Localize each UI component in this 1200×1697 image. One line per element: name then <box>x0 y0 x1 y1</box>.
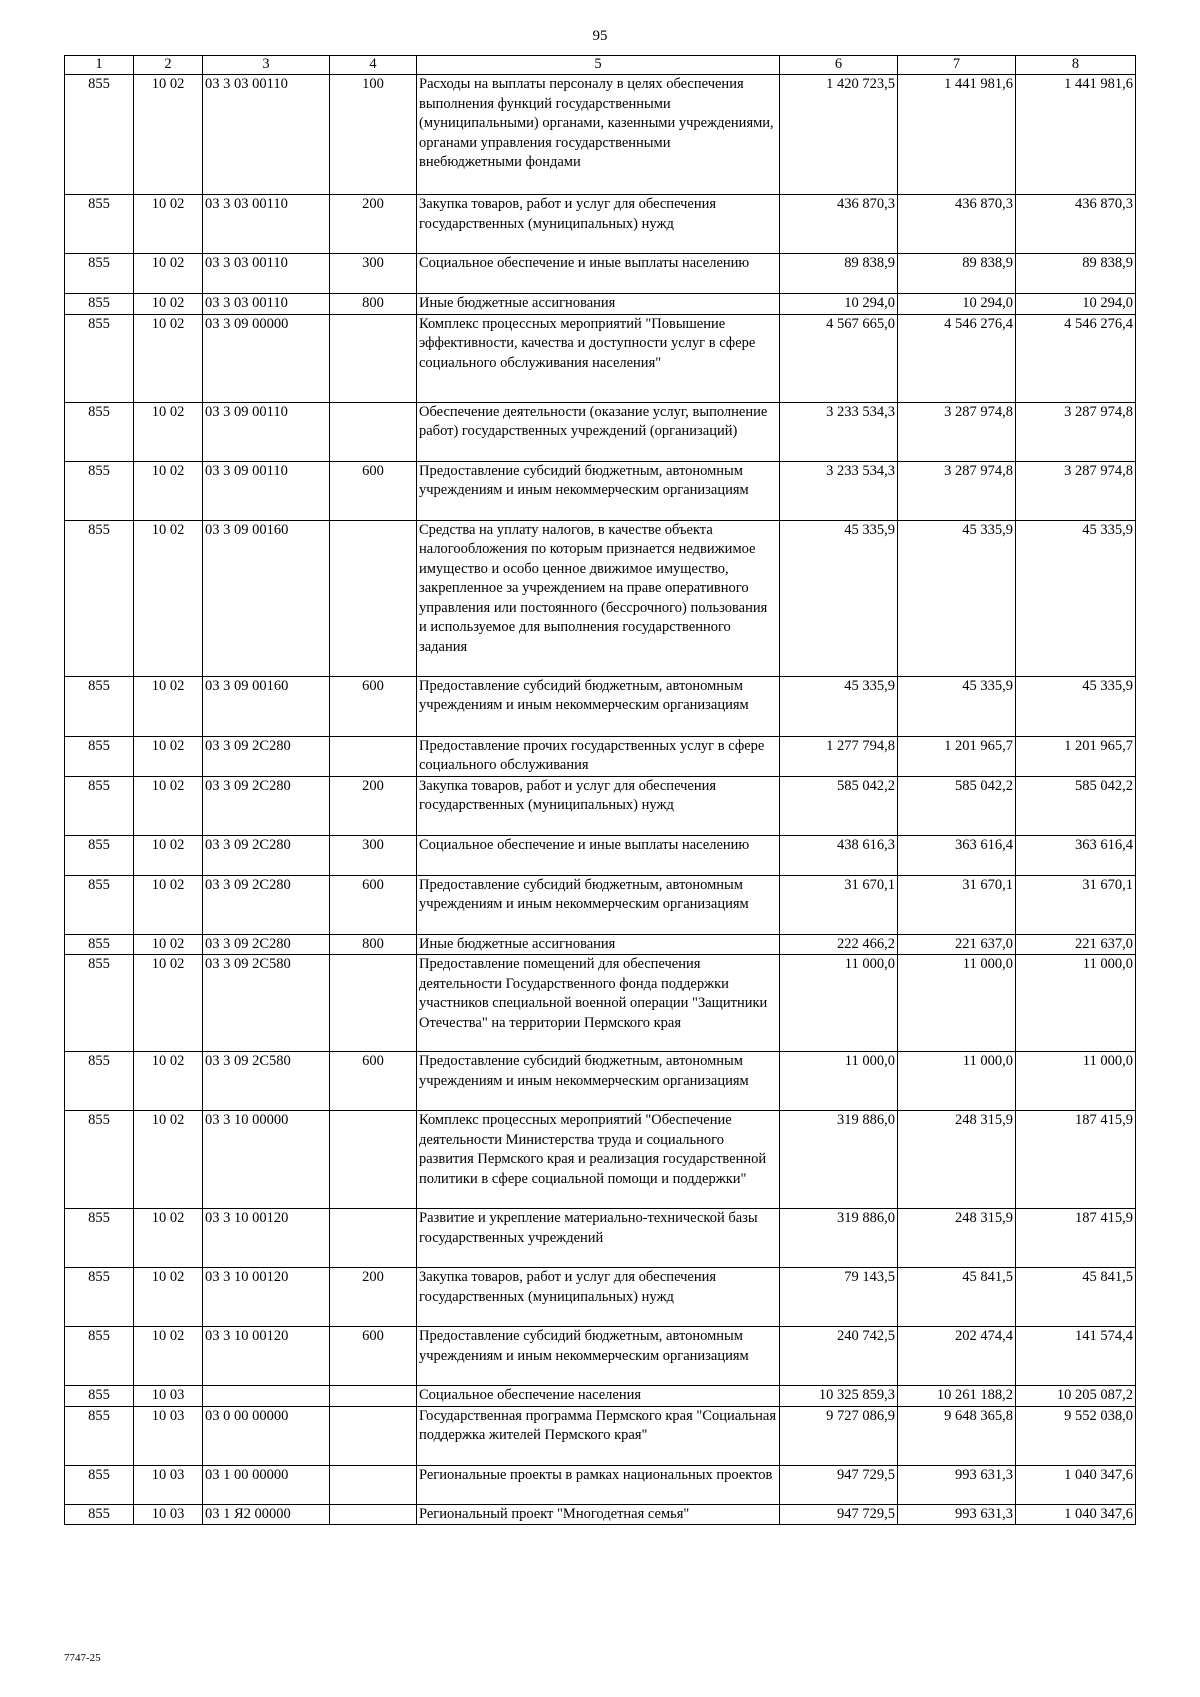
section-code-cell: 10 02 <box>134 461 203 520</box>
amount-2026-cell: 3 287 974,8 <box>898 402 1016 461</box>
section-code-cell: 10 02 <box>134 195 203 254</box>
description-cell: Социальное обеспечение населения <box>417 1386 780 1407</box>
section-code-cell: 10 02 <box>134 934 203 955</box>
amount-2025-cell: 3 233 534,3 <box>780 402 898 461</box>
amount-2025-cell: 436 870,3 <box>780 195 898 254</box>
description-cell: Комплекс процессных мероприятий "Обеспечение деятельности Министерства труда и социального развития Пермского края и реализация государственной политики в сфере социальной помощи и поддержки" <box>417 1111 780 1209</box>
admin-code-cell: 855 <box>65 1386 134 1407</box>
description-cell: Развитие и укрепление материально-технической базы государственных учреждений <box>417 1209 780 1268</box>
column-header-4: 4 <box>330 56 417 75</box>
target-article-cell: 03 1 Я2 00000 <box>203 1504 330 1525</box>
column-header-7: 7 <box>898 56 1016 75</box>
section-code-cell: 10 03 <box>134 1406 203 1465</box>
description-cell: Обеспечение деятельности (оказание услуг, выполнение работ) государственных учреждений (организаций) <box>417 402 780 461</box>
admin-code-cell: 855 <box>65 75 134 195</box>
amount-2025-cell: 1 277 794,8 <box>780 736 898 776</box>
amount-2026-cell: 363 616,4 <box>898 835 1016 875</box>
description-cell: Иные бюджетные ассигнования <box>417 294 780 315</box>
amount-2025-cell: 89 838,9 <box>780 254 898 294</box>
table-body <box>65 75 1136 1525</box>
amount-2026-cell: 10 294,0 <box>898 294 1016 315</box>
target-article-cell: 03 1 00 00000 <box>203 1465 330 1504</box>
amount-2026-cell: 3 287 974,8 <box>898 461 1016 520</box>
expense-type-cell: 600 <box>330 676 417 736</box>
amount-2025-cell: 319 886,0 <box>780 1111 898 1209</box>
section-code-cell: 10 02 <box>134 520 203 676</box>
amount-2027-cell: 1 040 347,6 <box>1016 1504 1136 1525</box>
budget-table <box>64 55 1136 1525</box>
table-row <box>65 676 1136 736</box>
section-code-cell: 10 02 <box>134 1111 203 1209</box>
amount-2026-cell: 45 841,5 <box>898 1268 1016 1327</box>
target-article-cell: 03 3 10 00120 <box>203 1268 330 1327</box>
description-cell: Закупка товаров, работ и услуг для обеспечения государственных (муниципальных) нужд <box>417 776 780 835</box>
amount-2026-cell: 221 637,0 <box>898 934 1016 955</box>
target-article-cell: 03 3 09 00110 <box>203 461 330 520</box>
admin-code-cell: 855 <box>65 1052 134 1111</box>
target-article-cell: 03 3 09 2С580 <box>203 1052 330 1111</box>
admin-code-cell: 855 <box>65 676 134 736</box>
table-row <box>65 776 1136 835</box>
admin-code-cell: 855 <box>65 254 134 294</box>
section-code-cell: 10 02 <box>134 1327 203 1386</box>
table-row <box>65 314 1136 402</box>
amount-2025-cell: 947 729,5 <box>780 1465 898 1504</box>
column-header-2: 2 <box>134 56 203 75</box>
description-cell: Предоставление субсидий бюджетным, автономным учреждениям и иным некоммерческим организациям <box>417 875 780 934</box>
section-code-cell: 10 02 <box>134 1052 203 1111</box>
table-row <box>65 835 1136 875</box>
table-row <box>65 520 1136 676</box>
target-article-cell: 03 3 09 00000 <box>203 314 330 402</box>
description-cell: Иные бюджетные ассигнования <box>417 934 780 955</box>
admin-code-cell: 855 <box>65 195 134 254</box>
amount-2025-cell: 319 886,0 <box>780 1209 898 1268</box>
table-row <box>65 195 1136 254</box>
table-row <box>65 75 1136 195</box>
amount-2027-cell: 45 335,9 <box>1016 676 1136 736</box>
section-code-cell: 10 02 <box>134 402 203 461</box>
amount-2025-cell: 10 325 859,3 <box>780 1386 898 1407</box>
target-article-cell: 03 3 09 00110 <box>203 402 330 461</box>
table-row <box>65 1052 1136 1111</box>
expense-type-cell <box>330 1386 417 1407</box>
description-cell: Предоставление субсидий бюджетным, автономным учреждениям и иным некоммерческим организациям <box>417 676 780 736</box>
amount-2026-cell: 993 631,3 <box>898 1465 1016 1504</box>
description-cell: Региональный проект "Многодетная семья" <box>417 1504 780 1525</box>
amount-2026-cell: 11 000,0 <box>898 955 1016 1052</box>
expense-type-cell <box>330 520 417 676</box>
amount-2027-cell: 31 670,1 <box>1016 875 1136 934</box>
description-cell: Социальное обеспечение и иные выплаты населению <box>417 254 780 294</box>
admin-code-cell: 855 <box>65 736 134 776</box>
target-article-cell: 03 0 00 00000 <box>203 1406 330 1465</box>
column-header-3: 3 <box>203 56 330 75</box>
admin-code-cell: 855 <box>65 934 134 955</box>
admin-code-cell: 855 <box>65 294 134 315</box>
description-cell: Предоставление прочих государственных услуг в сфере социального обслуживания <box>417 736 780 776</box>
expense-type-cell: 100 <box>330 75 417 195</box>
expense-type-cell <box>330 1406 417 1465</box>
amount-2027-cell: 4 546 276,4 <box>1016 314 1136 402</box>
admin-code-cell: 855 <box>65 776 134 835</box>
admin-code-cell: 855 <box>65 1465 134 1504</box>
amount-2025-cell: 11 000,0 <box>780 1052 898 1111</box>
admin-code-cell: 855 <box>65 1327 134 1386</box>
target-article-cell: 03 3 09 00160 <box>203 520 330 676</box>
amount-2027-cell: 221 637,0 <box>1016 934 1136 955</box>
admin-code-cell: 855 <box>65 520 134 676</box>
section-code-cell: 10 02 <box>134 736 203 776</box>
table-row <box>65 1268 1136 1327</box>
target-article-cell: 03 3 09 2С280 <box>203 835 330 875</box>
section-code-cell: 10 03 <box>134 1386 203 1407</box>
expense-type-cell: 200 <box>330 1268 417 1327</box>
amount-2027-cell: 363 616,4 <box>1016 835 1136 875</box>
target-article-cell: 03 3 09 00160 <box>203 676 330 736</box>
amount-2025-cell: 1 420 723,5 <box>780 75 898 195</box>
description-cell: Средства на уплату налогов, в качестве объекта налогообложения по которым признается недвижимое имущество и особо ценное движимое имущество, закрепленное за учреждением на праве оперативного управления или постоянного (бессрочного) пользования и используемое для выполнения государственного задания <box>417 520 780 676</box>
expense-type-cell: 600 <box>330 1327 417 1386</box>
description-cell: Региональные проекты в рамках национальных проектов <box>417 1465 780 1504</box>
amount-2025-cell: 438 616,3 <box>780 835 898 875</box>
description-cell: Предоставление субсидий бюджетным, автономным учреждениям и иным некоммерческим организациям <box>417 461 780 520</box>
amount-2026-cell: 1 201 965,7 <box>898 736 1016 776</box>
admin-code-cell: 855 <box>65 875 134 934</box>
amount-2027-cell: 141 574,4 <box>1016 1327 1136 1386</box>
target-article-cell <box>203 1386 330 1407</box>
admin-code-cell: 855 <box>65 314 134 402</box>
amount-2027-cell: 89 838,9 <box>1016 254 1136 294</box>
description-cell: Закупка товаров, работ и услуг для обеспечения государственных (муниципальных) нужд <box>417 1268 780 1327</box>
amount-2026-cell: 4 546 276,4 <box>898 314 1016 402</box>
amount-2026-cell: 248 315,9 <box>898 1111 1016 1209</box>
amount-2025-cell: 11 000,0 <box>780 955 898 1052</box>
amount-2025-cell: 45 335,9 <box>780 520 898 676</box>
amount-2026-cell: 202 474,4 <box>898 1327 1016 1386</box>
target-article-cell: 03 3 03 00110 <box>203 254 330 294</box>
admin-code-cell: 855 <box>65 461 134 520</box>
description-cell: Предоставление субсидий бюджетным, автономным учреждениям и иным некоммерческим организациям <box>417 1052 780 1111</box>
target-article-cell: 03 3 09 2С280 <box>203 776 330 835</box>
amount-2027-cell: 9 552 038,0 <box>1016 1406 1136 1465</box>
expense-type-cell: 800 <box>330 294 417 315</box>
description-cell: Комплекс процессных мероприятий "Повышение эффективности, качества и доступности услуг в сфере социального обслуживания населения" <box>417 314 780 402</box>
target-article-cell: 03 3 09 2С580 <box>203 955 330 1052</box>
amount-2026-cell: 585 042,2 <box>898 776 1016 835</box>
amount-2026-cell: 9 648 365,8 <box>898 1406 1016 1465</box>
amount-2025-cell: 4 567 665,0 <box>780 314 898 402</box>
admin-code-cell: 855 <box>65 402 134 461</box>
table-row <box>65 736 1136 776</box>
expense-type-cell <box>330 1504 417 1525</box>
section-code-cell: 10 02 <box>134 254 203 294</box>
target-article-cell: 03 3 03 00110 <box>203 294 330 315</box>
section-code-cell: 10 02 <box>134 955 203 1052</box>
target-article-cell: 03 3 10 00120 <box>203 1327 330 1386</box>
amount-2027-cell: 3 287 974,8 <box>1016 461 1136 520</box>
expense-type-cell <box>330 1111 417 1209</box>
target-article-cell: 03 3 10 00120 <box>203 1209 330 1268</box>
column-header-8: 8 <box>1016 56 1136 75</box>
expense-type-cell <box>330 1465 417 1504</box>
section-code-cell: 10 02 <box>134 835 203 875</box>
amount-2027-cell: 1 201 965,7 <box>1016 736 1136 776</box>
expense-type-cell: 600 <box>330 1052 417 1111</box>
amount-2025-cell: 240 742,5 <box>780 1327 898 1386</box>
section-code-cell: 10 02 <box>134 776 203 835</box>
table-row <box>65 1327 1136 1386</box>
target-article-cell: 03 3 10 00000 <box>203 1111 330 1209</box>
expense-type-cell <box>330 402 417 461</box>
description-cell: Предоставление субсидий бюджетным, автономным учреждениям и иным некоммерческим организациям <box>417 1327 780 1386</box>
amount-2027-cell: 436 870,3 <box>1016 195 1136 254</box>
section-code-cell: 10 02 <box>134 314 203 402</box>
table-row <box>65 1504 1136 1525</box>
amount-2025-cell: 45 335,9 <box>780 676 898 736</box>
table-row <box>65 875 1136 934</box>
amount-2027-cell: 10 205 087,2 <box>1016 1386 1136 1407</box>
section-code-cell: 10 03 <box>134 1465 203 1504</box>
description-cell: Социальное обеспечение и иные выплаты населению <box>417 835 780 875</box>
amount-2027-cell: 3 287 974,8 <box>1016 402 1136 461</box>
admin-code-cell: 855 <box>65 1111 134 1209</box>
admin-code-cell: 855 <box>65 1268 134 1327</box>
expense-type-cell: 600 <box>330 875 417 934</box>
footer-code: 7747-25 <box>64 1652 101 1664</box>
table-row <box>65 1209 1136 1268</box>
table-row <box>65 294 1136 315</box>
amount-2027-cell: 10 294,0 <box>1016 294 1136 315</box>
amount-2025-cell: 947 729,5 <box>780 1504 898 1525</box>
expense-type-cell: 300 <box>330 254 417 294</box>
table-row <box>65 1465 1136 1504</box>
column-header-1: 1 <box>65 56 134 75</box>
expense-type-cell: 600 <box>330 461 417 520</box>
section-code-cell: 10 02 <box>134 75 203 195</box>
target-article-cell: 03 3 03 00110 <box>203 195 330 254</box>
table-row <box>65 402 1136 461</box>
section-code-cell: 10 02 <box>134 1209 203 1268</box>
amount-2026-cell: 45 335,9 <box>898 520 1016 676</box>
expense-type-cell: 300 <box>330 835 417 875</box>
amount-2025-cell: 79 143,5 <box>780 1268 898 1327</box>
section-code-cell: 10 02 <box>134 294 203 315</box>
table-row <box>65 254 1136 294</box>
expense-type-cell <box>330 1209 417 1268</box>
amount-2027-cell: 585 042,2 <box>1016 776 1136 835</box>
amount-2026-cell: 436 870,3 <box>898 195 1016 254</box>
section-code-cell: 10 02 <box>134 676 203 736</box>
amount-2025-cell: 10 294,0 <box>780 294 898 315</box>
table-row <box>65 1111 1136 1209</box>
amount-2027-cell: 1 040 347,6 <box>1016 1465 1136 1504</box>
amount-2026-cell: 10 261 188,2 <box>898 1386 1016 1407</box>
admin-code-cell: 855 <box>65 1209 134 1268</box>
target-article-cell: 03 3 03 00110 <box>203 75 330 195</box>
amount-2025-cell: 222 466,2 <box>780 934 898 955</box>
column-header-6: 6 <box>780 56 898 75</box>
amount-2026-cell: 31 670,1 <box>898 875 1016 934</box>
expense-type-cell <box>330 314 417 402</box>
description-cell: Закупка товаров, работ и услуг для обеспечения государственных (муниципальных) нужд <box>417 195 780 254</box>
amount-2026-cell: 1 441 981,6 <box>898 75 1016 195</box>
admin-code-cell: 855 <box>65 1504 134 1525</box>
table-row <box>65 1386 1136 1407</box>
amount-2027-cell: 11 000,0 <box>1016 1052 1136 1111</box>
amount-2027-cell: 1 441 981,6 <box>1016 75 1136 195</box>
expense-type-cell <box>330 736 417 776</box>
amount-2026-cell: 993 631,3 <box>898 1504 1016 1525</box>
expense-type-cell: 200 <box>330 195 417 254</box>
description-cell: Расходы на выплаты персоналу в целях обеспечения выполнения функций государственными (муниципальными) органами, казенными учреждениями, органами управления государственными внебюджетными фондами <box>417 75 780 195</box>
admin-code-cell: 855 <box>65 1406 134 1465</box>
amount-2027-cell: 45 841,5 <box>1016 1268 1136 1327</box>
admin-code-cell: 855 <box>65 955 134 1052</box>
description-cell: Предоставление помещений для обеспечения деятельности Государственного фонда поддержки участников специальной военной операции "Защитники Отечества" на территории Пермского края <box>417 955 780 1052</box>
table-row <box>65 1406 1136 1465</box>
admin-code-cell: 855 <box>65 835 134 875</box>
amount-2025-cell: 31 670,1 <box>780 875 898 934</box>
section-code-cell: 10 02 <box>134 875 203 934</box>
amount-2027-cell: 187 415,9 <box>1016 1111 1136 1209</box>
amount-2026-cell: 45 335,9 <box>898 676 1016 736</box>
amount-2027-cell: 45 335,9 <box>1016 520 1136 676</box>
section-code-cell: 10 03 <box>134 1504 203 1525</box>
amount-2025-cell: 9 727 086,9 <box>780 1406 898 1465</box>
target-article-cell: 03 3 09 2С280 <box>203 736 330 776</box>
amount-2027-cell: 187 415,9 <box>1016 1209 1136 1268</box>
expense-type-cell <box>330 955 417 1052</box>
amount-2026-cell: 89 838,9 <box>898 254 1016 294</box>
amount-2025-cell: 585 042,2 <box>780 776 898 835</box>
amount-2026-cell: 248 315,9 <box>898 1209 1016 1268</box>
expense-type-cell: 800 <box>330 934 417 955</box>
page-number: 95 <box>592 28 608 44</box>
amount-2025-cell: 3 233 534,3 <box>780 461 898 520</box>
amount-2026-cell: 11 000,0 <box>898 1052 1016 1111</box>
section-code-cell: 10 02 <box>134 1268 203 1327</box>
table-row <box>65 955 1136 1052</box>
description-cell: Государственная программа Пермского края "Социальная поддержка жителей Пермского края" <box>417 1406 780 1465</box>
target-article-cell: 03 3 09 2С280 <box>203 934 330 955</box>
table-row <box>65 934 1136 955</box>
table-row <box>65 461 1136 520</box>
column-header-5: 5 <box>417 56 780 75</box>
header-row <box>65 56 1136 75</box>
target-article-cell: 03 3 09 2С280 <box>203 875 330 934</box>
expense-type-cell: 200 <box>330 776 417 835</box>
amount-2027-cell: 11 000,0 <box>1016 955 1136 1052</box>
